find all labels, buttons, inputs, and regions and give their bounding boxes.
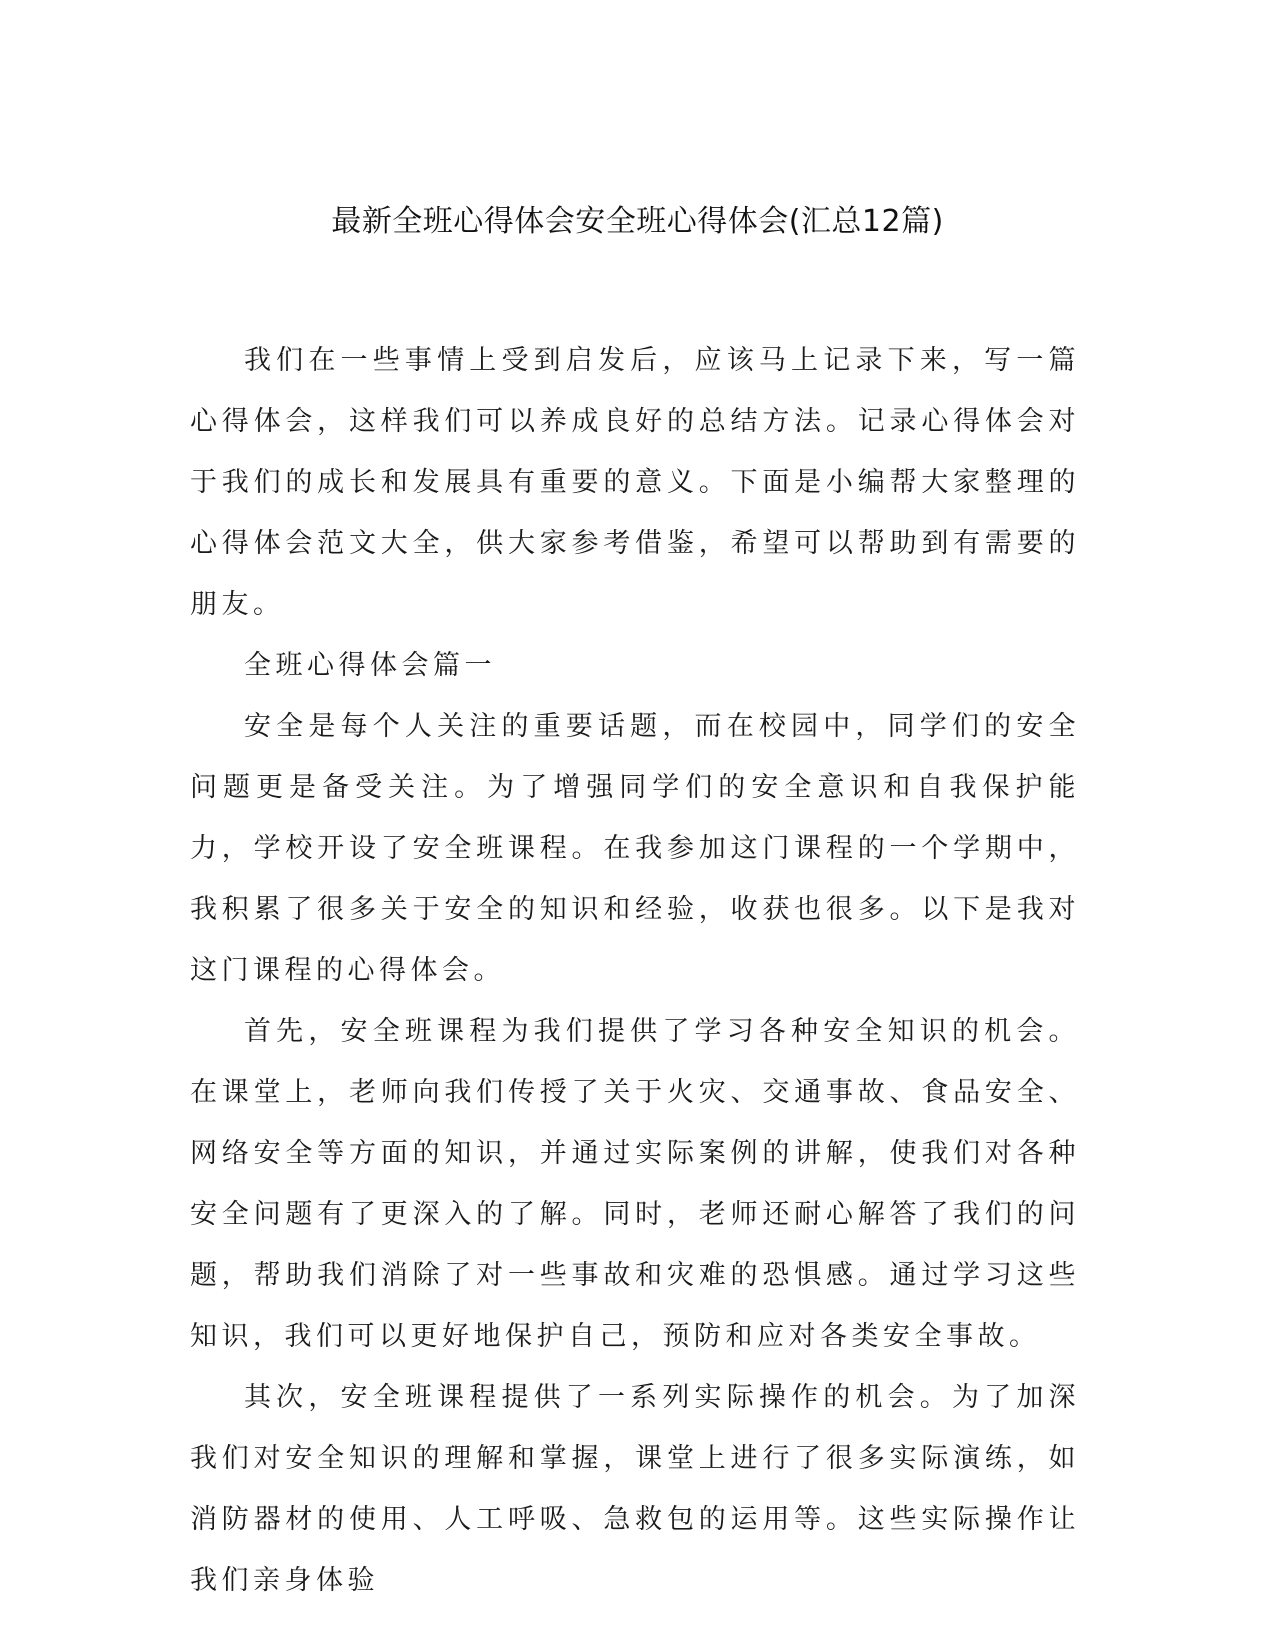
document-body [190,330,1080,1611]
document-title: 最新全班心得体会安全班心得体会(汇总12篇) [331,204,944,239]
intro-paragraph: 我们在一些事情上受到启发后，应该马上记录下来，写一篇心得体会，这样我们可以养成良好的总结方法。记录心得体会对于我们的成长和发展具有重要的意义。下面是小编帮大家整理的心得体会范文大全，供大家参考借鉴，希望可以帮助到有需要的朋友。 [190,345,1080,620]
body-paragraph: 首先，安全班课程为我们提供了学习各种安全知识的机会。在课堂上，老师向我们传授了关于火灾、交通事故、食品安全、网络安全等方面的知识，并通过实际案例的讲解，使我们对各种安全问题有了更深入的了解。同时，老师还耐心解答了我们的问题，帮助我们消除了对一些事故和灾难的恐惧感。通过学习这些知识，我们可以更好地保护自己，预防和应对各类安全事故。 [190,1016,1080,1352]
body-paragraph: 安全是每个人关注的重要话题，而在校园中，同学们的安全问题更是备受关注。为了增强同学们的安全意识和自我保护能力，学校开设了安全班课程。在我参加这门课程的一个学期中，我积累了很多关于安全的知识和经验，收获也很多。以下是我对这门课程的心得体会。 [190,711,1080,986]
body-paragraph: 其次，安全班课程提供了一系列实际操作的机会。为了加深我们对安全知识的理解和掌握，课堂上进行了很多实际演练，如消防器材的使用、人工呼吸、急救包的运用等。这些实际操作让我们亲身体验 [190,1382,1080,1596]
section-heading: 全班心得体会篇一 [244,650,496,681]
